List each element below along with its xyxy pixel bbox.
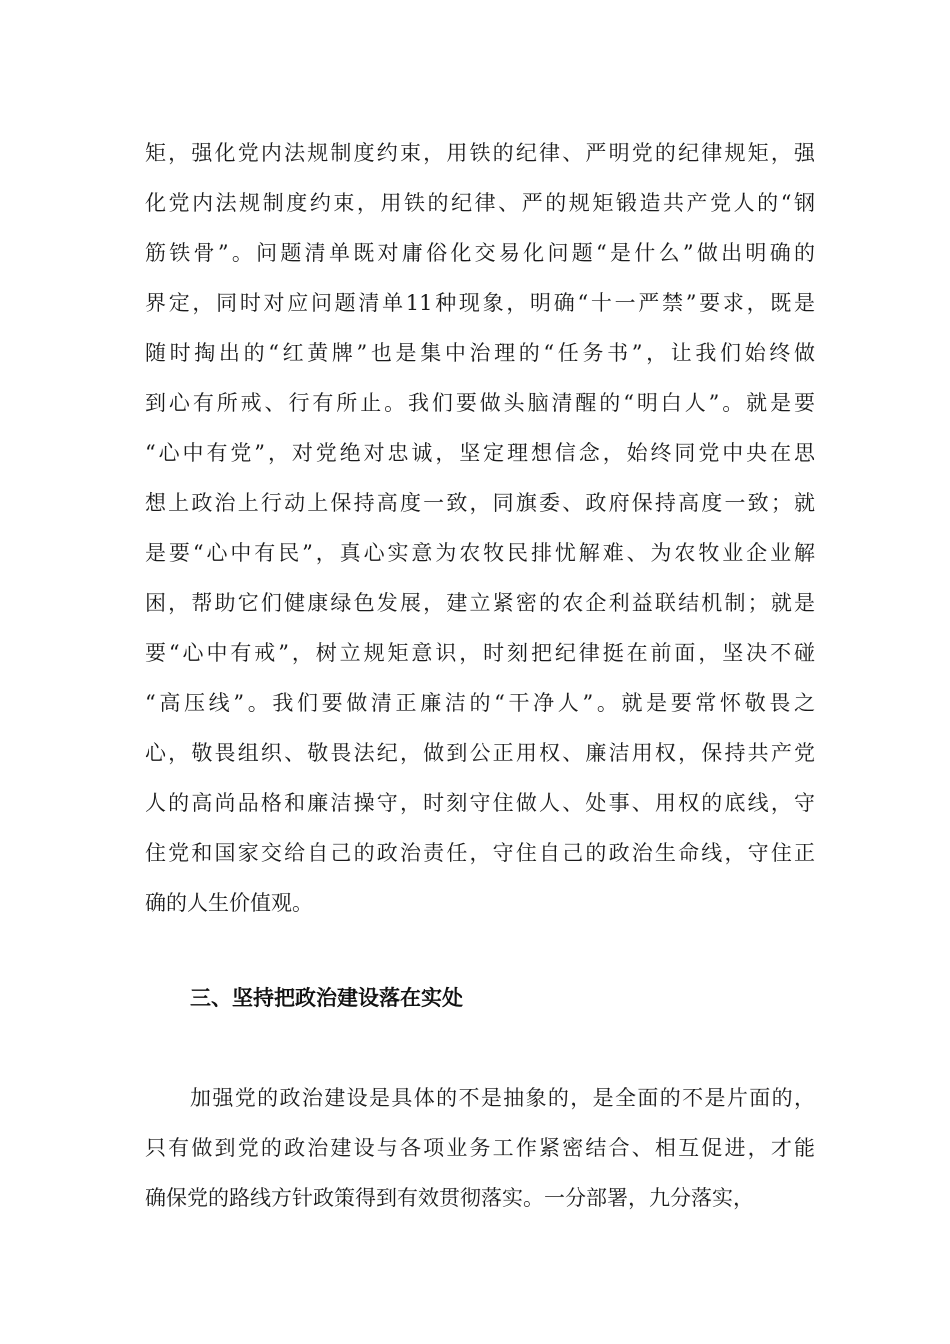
paragraph-1-line: 人的高尚品格和廉洁操守，时刻守住做人、处事、用权的底线，守 xyxy=(145,791,815,815)
paragraph-1-line: 心，敬畏组织、敬畏法纪，做到公正用权、廉洁用权，保持共产党 xyxy=(145,741,815,765)
section-3-heading: 三、坚持把政治建设落在实处 xyxy=(190,986,463,1010)
paragraph-1-line: 想上政治上行动上保持高度一致，同旗委、政府保持高度一致；就 xyxy=(145,491,815,515)
paragraph-1-line: 确的人生价值观。 xyxy=(145,891,313,915)
paragraph-1-line: 是要“心中有民”，真心实意为农牧民排忧解难、为农牧业企业解 xyxy=(145,541,815,565)
paragraph-1-line: 住党和国家交给自己的政治责任，守住自己的政治生命线，守住正 xyxy=(145,841,815,865)
paragraph-1-line: 困，帮助它们健康绿色发展，建立紧密的农企利益联结机制；就是 xyxy=(145,591,815,615)
paragraph-1-line: 矩，强化党内法规制度约束，用铁的纪律、严明党的纪律规矩，强 xyxy=(145,141,815,165)
paragraph-2-line: 只有做到党的政治建设与各项业务工作紧密结合、相互促进，才能 xyxy=(145,1136,815,1160)
paragraph-1-line: 化党内法规制度约束，用铁的纪律、严的规矩锻造共产党人的“钢 xyxy=(145,191,815,215)
paragraph-1-line: 随时掏出的“红黄牌”也是集中治理的“任务书”，让我们始终做 xyxy=(145,341,815,365)
paragraph-1-line: “心中有党”，对党绝对忠诚，坚定理想信念，始终同党中央在思 xyxy=(145,441,815,465)
paragraph-2-line: 确保党的路线方针政策得到有效贯彻落实。一分部署，九分落实， xyxy=(145,1186,754,1210)
paragraph-1-line: “高压线”。我们要做清正廉洁的“干净人”。就是要常怀敬畏之 xyxy=(145,691,815,715)
paragraph-2-line: 加强党的政治建设是具体的不是抽象的，是全面的不是片面的， xyxy=(190,1086,815,1110)
paragraph-1-line: 要“心中有戒”，树立规矩意识，时刻把纪律挺在前面，坚决不碰 xyxy=(145,641,815,665)
paragraph-1-line: 界定，同时对应问题清单11种现象，明确“十一严禁”要求，既是 xyxy=(145,291,815,315)
paragraph-1-line: 筋铁骨”。问题清单既对庸俗化交易化问题“是什么”做出明确的 xyxy=(145,241,815,265)
paragraph-1-line: 到心有所戒、行有所止。我们要做头脑清醒的“明白人”。就是要 xyxy=(145,391,815,415)
